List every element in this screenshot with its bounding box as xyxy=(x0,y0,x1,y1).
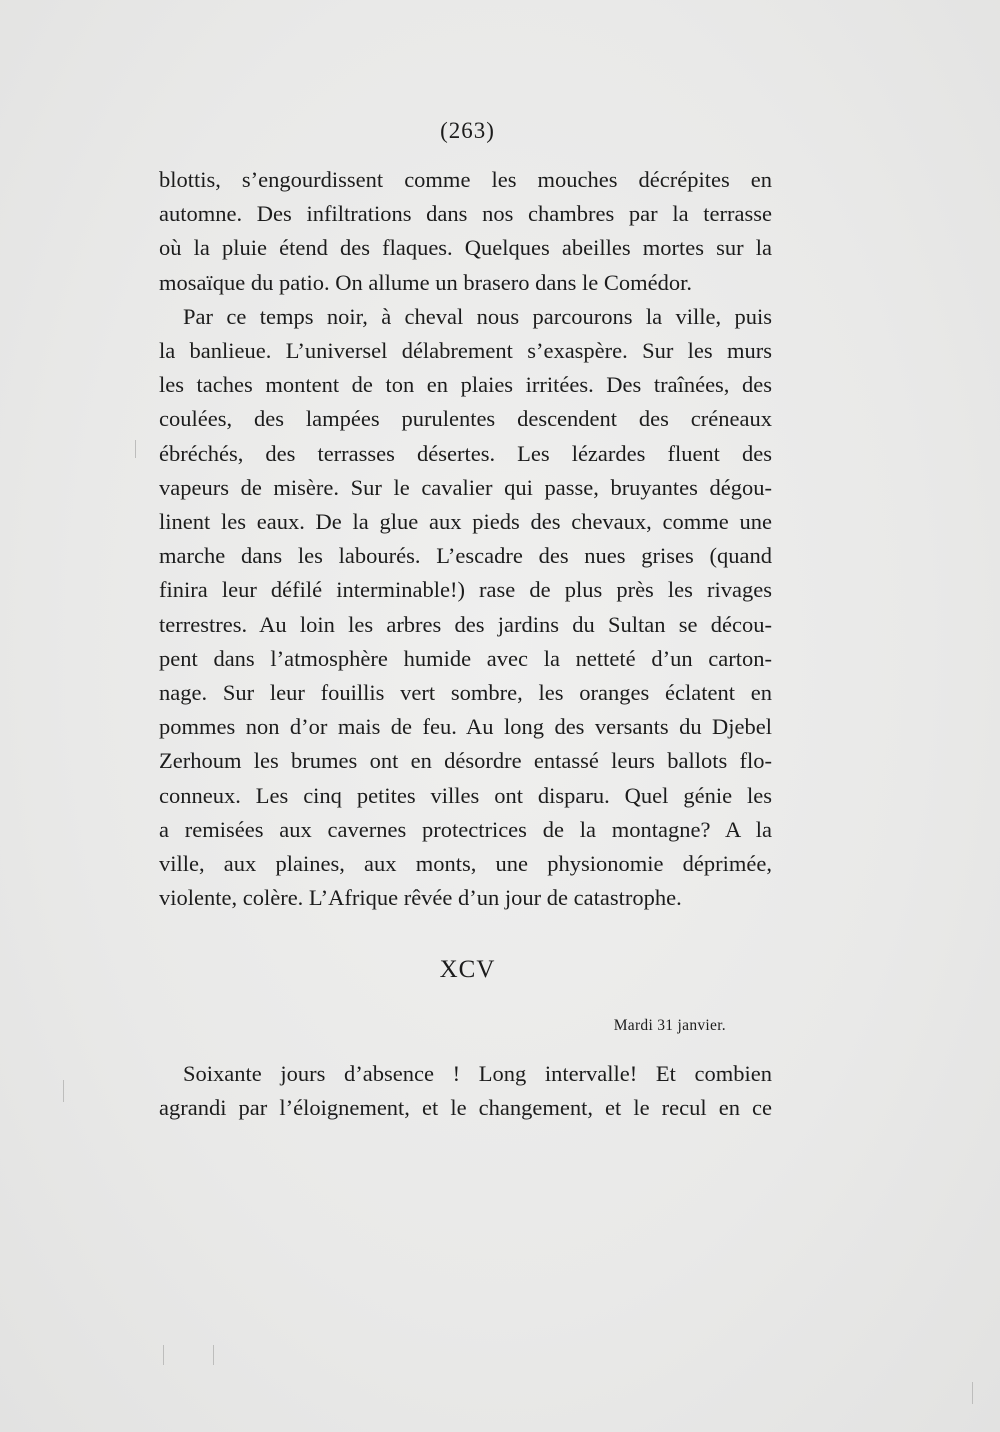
margin-mark xyxy=(135,440,136,458)
margin-mark xyxy=(63,1080,64,1102)
text-line: pent dans l’atmosphère humide avec la netteté d’un carton- xyxy=(159,645,772,671)
text-line: les taches montent de ton en plaies irritées. Des traînées, des xyxy=(159,372,772,398)
text-line: ville, aux plaines, aux monts, une physionomie déprimée, xyxy=(159,851,772,877)
text-line: ébréchés, des terrasses désertes. Les lézardes fluent des xyxy=(159,440,772,466)
margin-mark xyxy=(163,1345,164,1365)
text-line: blottis, s’engourdissent comme les mouches décrépites en xyxy=(159,167,772,192)
text-line: Par ce temps noir, à cheval nous parcourons la ville, puis xyxy=(183,303,772,329)
text-line: pommes non d’or mais de feu. Au long des versants du Djebel xyxy=(159,714,772,740)
text-line: agrandi par l’éloignement, et le changement, et le recul en ce xyxy=(159,1095,772,1121)
text-line: coulées, des lampées purulentes descendent des créneaux xyxy=(159,406,772,432)
entry-date: Mardi 31 janvier. xyxy=(613,1017,726,1034)
text-line: Zerhoum les brumes ont en désordre entassé leurs ballots flo- xyxy=(159,748,772,774)
text-line: linent les eaux. De la glue aux pieds des chevaux, comme une xyxy=(159,509,772,535)
text-line: mosaïque du patio. On allume un brasero dans le Comédor. xyxy=(159,269,693,295)
body-text xyxy=(159,1057,772,1125)
text-line: marche dans les labourés. L’escadre des nues grises (quand xyxy=(159,543,772,569)
body-text xyxy=(159,163,772,915)
chapter-heading: XCV xyxy=(439,956,496,983)
text-line: vapeurs de misère. Sur le cavalier qui passe, bruyantes dégou- xyxy=(159,474,772,500)
page-number: (263) xyxy=(440,118,495,143)
text-line: terrestres. Au loin les arbres des jardins du Sultan se décou- xyxy=(159,611,772,637)
text-line: automne. Des infiltrations dans nos chambres par la terrasse xyxy=(159,201,772,227)
text-line: la banlieue. L’universel délabrement s’exaspère. Sur les murs xyxy=(159,338,772,364)
text-line: a remisées aux cavernes protectrices de la montagne? A la xyxy=(159,816,772,842)
text-line: Soixante jours d’absence ! Long intervalle! Et combien xyxy=(183,1061,772,1086)
margin-mark xyxy=(972,1382,973,1404)
text-line: finira leur défilé interminable!) rase de plus près les rivages xyxy=(159,577,772,603)
margin-mark xyxy=(213,1345,214,1365)
text-line: nage. Sur leur fouillis vert sombre, les oranges éclatent en xyxy=(159,680,772,706)
text-line: où la pluie étend des flaques. Quelques abeilles mortes sur la xyxy=(159,235,772,261)
text-line: conneux. Les cinq petites villes ont disparu. Quel génie les xyxy=(159,782,772,808)
text-line: violente, colère. L’Afrique rêvée d’un jour de catastrophe. xyxy=(159,885,682,911)
